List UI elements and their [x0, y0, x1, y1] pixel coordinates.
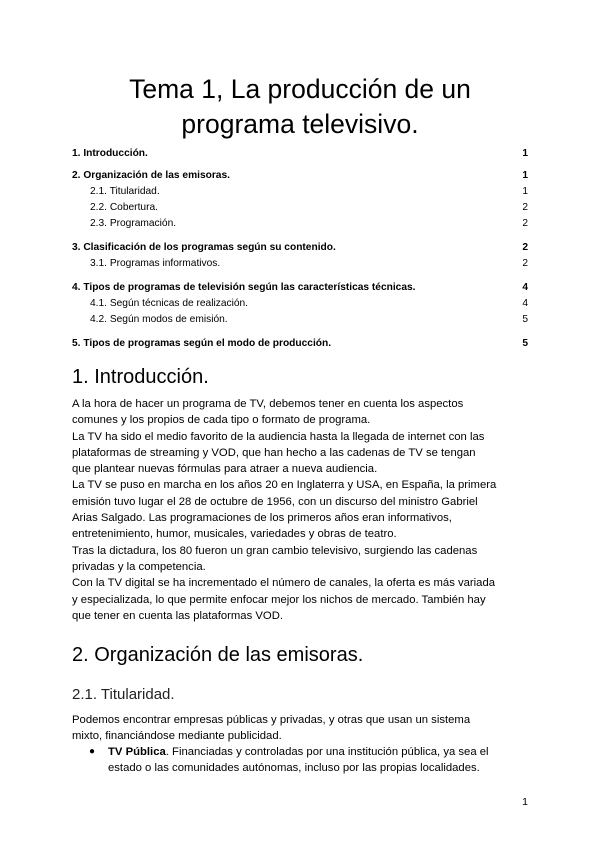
- toc-item-2-1[interactable]: [72, 184, 528, 200]
- body-line: La TV se puso en marcha en los años 20 en Inglaterra y USA, en España, la primera: [72, 479, 497, 492]
- body-line: plataformas de streaming y VOD, que han hecho a las cadenas de TV se tengan: [72, 446, 476, 459]
- body-line: La TV ha sido el medio favorito de la audiencia hasta la llegada de internet con las: [72, 430, 485, 443]
- toc-label: 4.1. Según técnicas de realización.: [90, 298, 249, 309]
- toc-label: 4. Tipos de programas de televisión según las características técnicas.: [72, 282, 416, 293]
- body-line: que tener en cuenta las plataformas VOD.: [72, 609, 283, 622]
- toc-page: 5: [522, 314, 528, 325]
- page-number: 1: [522, 796, 528, 808]
- body-line: emisión tuvo lugar el 28 de octubre de 1956, con un discurso del ministro Gabriel: [72, 495, 478, 508]
- toc-item-4-2[interactable]: [72, 312, 528, 328]
- body-line: entretenimiento, humor, musicales, variedades y obras de teatro.: [72, 528, 397, 541]
- titularidad-list: [72, 744, 532, 777]
- body-line: Podemos encontrar empresas públicas y privadas, y otras que usan un sistema: [72, 714, 471, 726]
- toc-item-4-1[interactable]: [72, 296, 528, 312]
- section-1-body: [72, 396, 532, 624]
- toc-item-3-1[interactable]: [72, 256, 528, 272]
- bullet-term: TV Pública: [108, 746, 166, 758]
- body-line: mixto, financiándose mediante publicidad.: [72, 730, 282, 743]
- body-line: Arias Salgado. Las programaciones de los primeros años eran informativos,: [72, 512, 452, 525]
- toc-label: 2.3. Programación.: [90, 218, 177, 229]
- body-line: que plantear nuevas fórmulas para atraer a nueva audiencia.: [72, 463, 378, 476]
- toc-item-2-2[interactable]: [72, 200, 528, 216]
- toc-item-4[interactable]: [72, 280, 528, 296]
- toc-page: 2: [522, 202, 528, 213]
- toc-page: 5: [522, 338, 528, 349]
- toc-label: 4.2. Según modos de emisión.: [90, 314, 228, 325]
- toc-item-2[interactable]: [72, 168, 528, 184]
- section-2-heading: 2. Organización de las emisoras.: [72, 644, 364, 666]
- title-line-1: Tema 1, La producción de un: [129, 74, 471, 104]
- body-line: A la hora de hacer un programa de TV, debemos tener en cuenta los aspectos: [72, 398, 464, 410]
- bullet-icon: ●: [89, 746, 96, 757]
- section-1-heading: 1. Introducción.: [72, 366, 209, 388]
- toc-item-1[interactable]: [72, 146, 528, 162]
- toc-page: 1: [522, 170, 528, 181]
- title-line-2: programa televisivo.: [181, 109, 419, 139]
- bullet-text: estado o las comunidades autónomas, incluso por las propias localidades.: [108, 762, 480, 775]
- toc-page: 2: [522, 218, 528, 229]
- subsection-2-1-body: [72, 712, 532, 745]
- list-item: [72, 744, 532, 777]
- toc-page: 2: [522, 258, 528, 269]
- toc-page: 2: [522, 242, 528, 253]
- body-line: Con la TV digital se ha incrementado el número de canales, la oferta es más variada: [72, 577, 496, 590]
- toc-label: 2. Organización de las emisoras.: [72, 170, 230, 181]
- toc-label: 5. Tipos de programas según el modo de producción.: [72, 338, 332, 349]
- toc-item-2-3[interactable]: [72, 216, 528, 232]
- toc-page: 1: [522, 186, 528, 197]
- toc-label: 3.1. Programas informativos.: [90, 258, 221, 269]
- toc-page: 4: [522, 298, 528, 309]
- body-line: comunes y los propios de cada tipo o formato de programa.: [72, 414, 371, 427]
- subsection-2-1-heading: 2.1. Titularidad.: [72, 686, 175, 703]
- table-of-contents: [72, 146, 528, 352]
- toc-label: 2.2. Cobertura.: [90, 202, 158, 213]
- toc-item-3[interactable]: [72, 240, 528, 256]
- toc-page: 1: [522, 148, 528, 159]
- toc-label: 3. Clasificación de los programas según su contenido.: [72, 242, 336, 253]
- document-title: [0, 72, 600, 142]
- toc-page: 4: [522, 282, 528, 293]
- toc-label: 1. Introducción.: [72, 148, 148, 159]
- toc-label: 2.1. Titularidad.: [90, 186, 160, 197]
- bullet-text: . Financiadas y controladas por una institución pública, ya sea el: [165, 746, 489, 758]
- toc-item-5[interactable]: [72, 336, 528, 352]
- body-line: y especializada, lo que permite enfocar mejor los nichos de mercado. También hay: [72, 593, 486, 606]
- body-line: privadas y la competencia.: [72, 560, 206, 573]
- body-line: Tras la dictadura, los 80 fueron un gran cambio televisivo, surgiendo las cadenas: [72, 544, 478, 557]
